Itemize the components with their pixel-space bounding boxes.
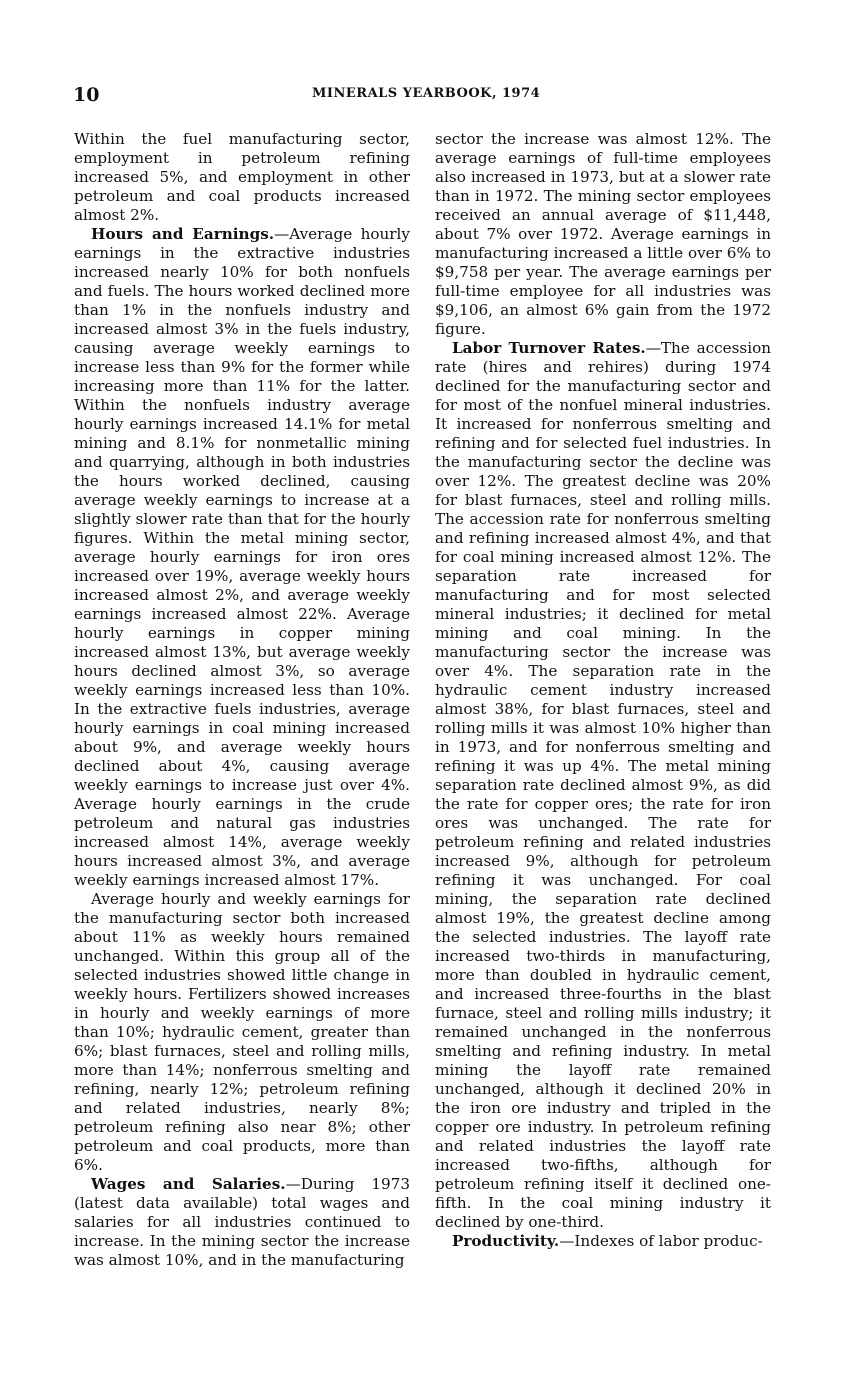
paragraph-text: —During 1973 (latest data available) total wages and salaries for all industries continued to increase. In the mining sector the increase was almost 10%, and in the manufacturing (74, 1175, 410, 1269)
paragraph (74, 225, 410, 890)
right-column (435, 130, 771, 1251)
section-heading: Wages and Salaries. (91, 1175, 286, 1193)
section-heading: Hours and Earnings. (91, 225, 275, 243)
section-heading: Labor Turnover Rates. (452, 339, 646, 357)
paragraph (435, 1232, 771, 1251)
paragraph: Average hourly and weekly earnings for the manufacturing sector both increased about 11% as weekly hours remained unchanged. Within this group all of the selected industries showed little change in weekly hours. Fertilizers showed increases in hourly and weekly earnings of more than 10%; hydraulic cement, greater than 6%; blast furnaces, steel and rolling mills, more than 14%; nonferrous smelting and refining, nearly 12%; petroleum refining and related industries, nearly 8%; petroleum refining also near 8%; other petroleum and coal products, more than 6%. (74, 890, 410, 1174)
page-number: 10 (73, 84, 100, 106)
section-heading: Productivity. (452, 1232, 560, 1250)
paragraph: Within the fuel manufacturing sector, employment in petroleum refining increased 5%, and employment in other petroleum and coal products increased almost 2%. (74, 130, 410, 224)
left-column (74, 130, 410, 1270)
paragraph-text: —Indexes of labor produc- (559, 1232, 763, 1250)
paragraph-text: —The accession rate (hires and rehires) during 1974 declined for the manufacturing sector and for most of the nonfuel mineral industries. It increased for nonferrous smelting and refining and for selected fuel industries. In the manufacturing sector the decline was over 12%. The greatest decline was 20% for blast furnaces, steel and rolling mills. The accession rate for nonferrous smelting and refining increased almost 4%, and that for coal mining increased almost 12%. The separation rate increased for manufacturing and for most selected mineral industries; it declined for metal mining and coal mining. In the manufacturing sector the increase was over 4%. The separation rate in the hydraulic cement industry increased almost 38%, for blast furnaces, steel and rolling mills it was almost 10% higher than in 1973, and for nonferrous smelting and refining it was up 4%. The metal mining separation rate declined almost 9%, as did the rate for copper ores; the rate for iron ores was unchanged. The rate for petroleum refining and related industries increased 9%, although for petroleum refining it was unchanged. For coal mining, the separation rate declined almost 19%, the greatest decline among the selected industries. The layoff rate increased two-thirds in manufacturing, more than doubled in hydraulic cement, and increased three-fourths in the blast furnace, steel and rolling mills industry; it remained unchanged in the nonferrous smelting and refining industry. In metal mining the layoff rate remained unchanged, although it declined 20% in the iron ore industry and tripled in the copper ore industry. In petroleum refining and related industries the layoff rate increased two-fifths, although for petroleum refining itself it declined one-fifth. In the coal mining industry it declined by one-third. (435, 339, 771, 1231)
paragraph (74, 1175, 410, 1270)
paragraph: sector the increase was almost 12%. The average earnings of full-time employees also increased in 1973, but at a slower rate than in 1972. The mining sector employees received an annual average of $11,448, about 7% over 1972. Average earnings in manufacturing increased a little over 6% to $9,758 per year. The average earnings per full-time employee for all industries was $9,106, an almost 6% gain from the 1972 figure. (435, 130, 771, 338)
paragraph-text: —Average hourly earnings in the extractive industries increased nearly 10% for both nonfuels and fuels. The hours worked declined more than 1% in the nonfuels industry and increased almost 3% in the fuels industry, causing average weekly earnings to increase less than 9% for the former while increasing more than 11% for the latter. Within the nonfuels industry average hourly earnings increased 14.1% for metal mining and 8.1% for nonmetallic mining and quarrying, although in both industries the hours worked declined, causing average weekly earnings to increase at a slightly slower rate than that for the hourly figures. Within the metal mining sector, average hourly earnings for iron ores increased over 19%, average weekly hours increased almost 2%, and average weekly earnings increased almost 22%. Average hourly earnings in copper mining increased almost 13%, but average weekly hours declined almost 3%, so average weekly earnings increased less than 10%. In the extractive fuels industries, average hourly earnings in coal mining increased about 9%, and average weekly hours declined about 4%, causing average weekly earnings to increase just over 4%. Average hourly earnings in the crude petroleum and natural gas industries increased almost 14%, average weekly hours increased almost 3%, and average weekly earnings increased almost 17%. (74, 225, 410, 889)
running-head: MINERALS YEARBOOK, 1974 (312, 86, 541, 101)
paragraph (435, 339, 771, 1232)
